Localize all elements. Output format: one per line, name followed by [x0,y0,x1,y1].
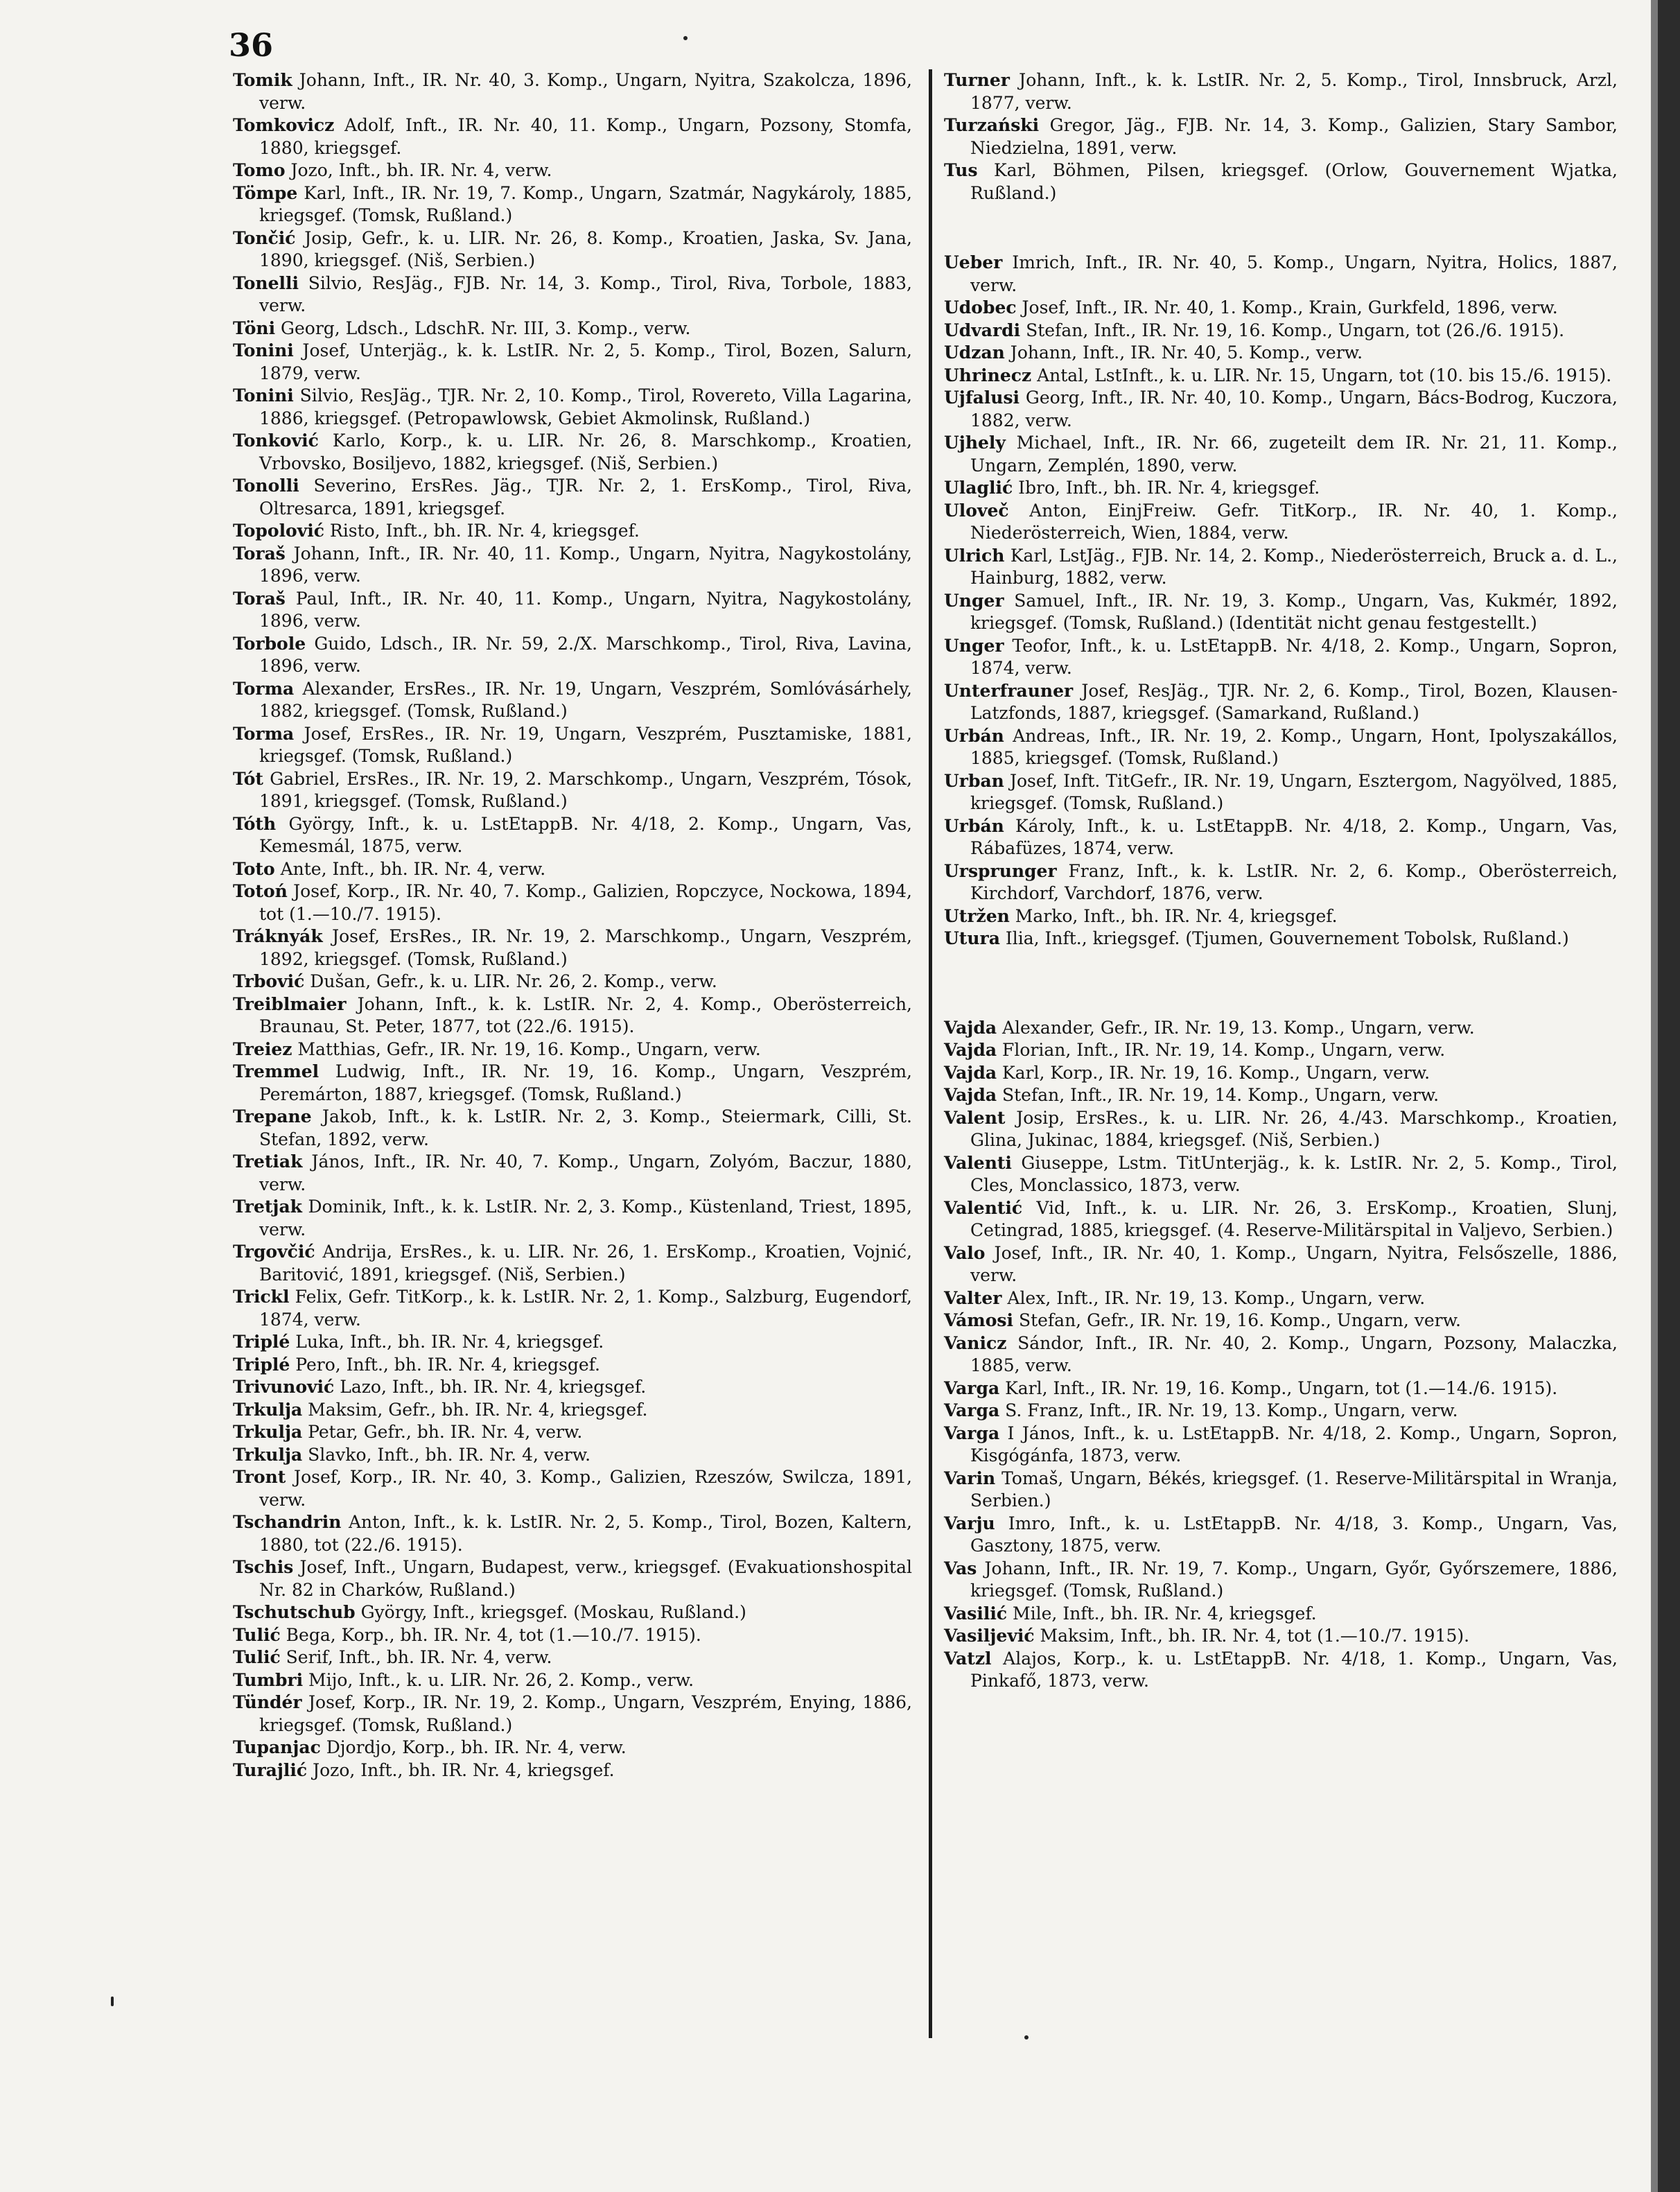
register-entry [944,320,1618,342]
entry-details: Jozo, Inft., bh. IR. Nr. 4, verw. [285,160,552,180]
register-entry [233,272,912,318]
register-entry [233,1669,912,1692]
register-entry [233,1737,912,1759]
entry-details: Karl, Korp., IR. Nr. 19, 16. Komp., Ungarn, verw. [997,1062,1430,1083]
entry-surname: Trkulja [233,1444,303,1465]
entry-details: Andreas, Inft., IR. Nr. 19, 2. Komp., Ungarn, Hont, Ipolyszakállos, 1885, kriegsgef. (Tomsk, Rußland.) [970,725,1618,768]
entry-details: Johann, Inft., IR. Nr. 40, 3. Komp., Ungarn, Nyitra, Szakolcza, 1896, verw. [259,70,912,113]
register-entry [233,1646,912,1669]
entry-surname: Ulaglić [944,478,1013,498]
entry-details: Josef, ErsRes., IR. Nr. 19, Ungarn, Veszprém, Pusztamiske, 1881, kriegsgef. (Tomsk, Rußland.) [259,723,912,766]
page-number: 36 [229,26,274,64]
entry-details: Lazo, Inft., bh. IR. Nr. 4, kriegsgef. [334,1377,647,1397]
entry-surname: Utura [944,928,1000,948]
register-entry [944,1377,1618,1400]
register-entry [233,588,912,633]
entry-details: Florian, Inft., IR. Nr. 19, 14. Komp., Ungarn, verw. [997,1040,1446,1060]
register-entry [233,520,912,543]
register-entry [233,1354,912,1377]
print-speck [111,1997,114,2006]
entry-details: Károly, Inft., k. u. LstEtappB. Nr. 4/18, 2. Komp., Ungarn, Vas, Rábafüzes, 1874, verw. [970,815,1618,858]
entry-details: Josef, Inft., IR. Nr. 40, 1. Komp., Krain, Gurkfeld, 1896, verw. [1016,297,1558,318]
entry-details: Stefan, Inft., IR. Nr. 19, 14. Komp., Ungarn, verw. [997,1085,1440,1105]
entry-surname: Unger [944,590,1004,611]
entry-details: Tomaš, Ungarn, Békés, kriegsgef. (1. Reserve-Militärspital in Wranja, Serbien.) [970,1468,1618,1511]
register-entry [944,770,1618,815]
print-speck [1024,2035,1029,2039]
entry-details: Matthias, Gefr., IR. Nr. 19, 16. Komp., Ungarn, verw. [292,1038,761,1059]
entry-details: Georg, Ldsch., LdschR. Nr. III, 3. Komp., verw. [275,318,691,338]
entry-details: Josef, Korp., IR. Nr. 40, 7. Komp., Galizien, Ropczyce, Nockowa, 1894, tot (1.—10./7. 1915). [259,881,912,924]
register-entry [233,1759,912,1782]
entry-surname: Unterfrauner [944,680,1074,701]
entry-details: Karl, Inft., IR. Nr. 19, 7. Komp., Ungarn, Szatmár, Nagykároly, 1885, kriegsgef. (Tomsk, Rußland.) [259,182,912,225]
register-entry [233,858,912,881]
register-entry [233,633,912,678]
entry-details: Slavko, Inft., bh. IR. Nr. 4, verw. [302,1444,591,1465]
entry-details: Josef, Korp., IR. Nr. 40, 3. Komp., Galizien, Rzeszów, Swilcza, 1891, verw. [259,1467,912,1510]
column-divider [929,69,932,2038]
entry-details: Marko, Inft., bh. IR. Nr. 4, kriegsgef. [1009,905,1338,926]
entry-surname: Trbović [233,971,305,991]
entry-details: Giuseppe, Lstm. TitUnterjäg., k. k. LstIR. Nr. 2, 5. Komp., Tirol, Cles, Monclassico, 1873, verw. [970,1152,1618,1195]
register-entry [233,768,912,813]
register-entry [233,1421,912,1444]
entry-surname: Tót [233,768,263,789]
entry-details: György, Inft., kriegsgef. (Moskau, Rußland.) [355,1602,746,1622]
register-entry [944,1017,1618,1040]
entry-surname: Toraš [233,543,286,564]
entry-details: Josef, Unterjäg., k. k. LstIR. Nr. 2, 5. Komp., Tirol, Bozen, Salurn, 1879, verw. [259,340,912,383]
register-entry [233,1331,912,1354]
entry-details: Maksim, Gefr., bh. IR. Nr. 4, kriegsgef. [302,1399,648,1420]
register-entry [944,1084,1618,1107]
register-entry [944,252,1618,297]
entry-surname: Tretjak [233,1197,302,1217]
register-entry [944,1062,1618,1085]
entry-details: Vid, Inft., k. u. LIR. Nr. 26, 3. ErsKomp., Kroatien, Slunj, Cetingrad, 1885, kriegsgef. (4. Reserve-Militärspital in Valjevo, Serbien.) [970,1197,1618,1240]
entry-details: Karl, Inft., IR. Nr. 19, 16. Komp., Ungarn, tot (1.—14./6. 1915). [999,1377,1558,1398]
register-entry [233,723,912,768]
entry-surname: Unger [944,635,1004,656]
entry-details: Adolf, Inft., IR. Nr. 40, 11. Komp., Ungarn, Pozsony, Stomfa, 1880, kriegsgef. [259,115,912,158]
entry-surname: Uhrinecz [944,365,1032,385]
entry-details: Djordjo, Korp., bh. IR. Nr. 4, verw. [320,1737,627,1757]
entry-details: Karl, Böhmen, Pilsen, kriegsgef. (Orlow, Gouvernement Wjatka, Rußland.) [970,160,1618,203]
register-entry [233,1106,912,1151]
entry-details: Silvio, ResJäg., FJB. Nr. 14, 3. Komp., Tirol, Riva, Torbole, 1883, verw. [259,272,912,315]
entry-details: Samuel, Inft., IR. Nr. 19, 3. Komp., Ungarn, Vas, Kukmér, 1892, kriegsgef. (Tomsk, Rußland.) (Identität nicht genau festgestellt.) [970,590,1618,633]
entry-surname: Toraš [233,588,286,609]
entry-details: Teofor, Inft., k. u. LstEtappB. Nr. 4/18, 2. Komp., Ungarn, Sopron, 1874, verw. [970,635,1618,678]
register-entry [944,342,1618,365]
register-entry [233,1466,912,1511]
entry-details: Petar, Gefr., bh. IR. Nr. 4, verw. [302,1422,583,1442]
entry-details: Ilia, Inft., kriegsgef. (Tjumen, Gouvernement Tobolsk, Rußland.) [999,928,1569,948]
register-entry [944,500,1618,545]
entry-details: Josef, Inft., IR. Nr. 40, 1. Komp., Ungarn, Nyitra, Felsőszelle, 1886, verw. [970,1242,1618,1285]
entry-details: Alex, Inft., IR. Nr. 19, 13. Komp., Ungarn, verw. [1001,1287,1426,1308]
register-entry [233,1444,912,1467]
register-entry [944,1468,1618,1513]
register-entry [233,1691,912,1737]
entry-surname: Torma [233,723,295,744]
entry-details: Guido, Ldsch., IR. Nr. 59, 2./X. Marschkomp., Tirol, Riva, Lavina, 1896, verw. [259,633,912,676]
entry-surname: Trkulja [233,1399,303,1420]
entry-surname: Torma [233,678,295,699]
left-column [233,69,912,1782]
register-entry [944,114,1618,159]
register-entry [944,1423,1618,1468]
register-entry [944,590,1618,635]
register-entry [233,1624,912,1647]
section-t-continued [944,69,1618,205]
entry-details: Josip, Gefr., k. u. LIR. Nr. 26, 8. Komp., Kroatien, Jaska, Sv. Jana, 1890, kriegsgef. (Niš, Serbien.) [259,227,912,270]
register-entry [944,1107,1618,1152]
entry-surname: Tráknyák [233,926,323,946]
entry-details: Gregor, Jäg., FJB. Nr. 14, 3. Komp., Galizien, Stary Sambor, Niedzielna, 1891, verw. [970,115,1618,158]
entry-surname: Trepane [233,1106,312,1127]
entry-surname: Tömpe [233,182,298,203]
register-entry [233,340,912,385]
entry-surname: Vasilić [944,1603,1008,1624]
entry-details: Sándor, Inft., IR. Nr. 40, 2. Komp., Ungarn, Pozsony, Malaczka, 1885, verw. [970,1332,1618,1375]
entry-details: Imro, Inft., k. u. LstEtappB. Nr. 4/18, 3. Komp., Ungarn, Vas, Gasztony, 1875, verw. [970,1513,1618,1556]
register-entry [233,182,912,227]
entry-details: Mijo, Inft., k. u. LIR. Nr. 26, 2. Komp., verw. [303,1669,694,1690]
entry-details: Johann, Inft., k. k. LstIR. Nr. 2, 5. Komp., Tirol, Innsbruck, Arzl, 1877, verw. [970,70,1618,113]
entry-surname: Trkulja [233,1422,303,1442]
register-entry [233,1241,912,1286]
entry-surname: Turajlić [233,1759,308,1780]
register-entry [233,1511,912,1556]
entry-details: S. Franz, Inft., IR. Nr. 19, 13. Komp., Ungarn, verw. [999,1400,1458,1420]
entry-surname: Turzański [944,115,1040,135]
entry-details: Andrija, ErsRes., k. u. LIR. Nr. 26, 1. ErsKomp., Kroatien, Vojnić, Baritović, 1891, kriegsgef. (Niš, Serbien.) [259,1242,912,1285]
register-entry [233,1286,912,1331]
register-entry [944,387,1618,432]
register-entry [233,1151,912,1196]
section-v [944,1017,1618,1693]
register-entry [944,477,1618,500]
entry-surname: Treiez [233,1038,292,1059]
entry-details: Luka, Inft., bh. IR. Nr. 4, kriegsgef. [290,1332,604,1352]
entry-surname: Valter [944,1287,1002,1308]
entry-details: Dušan, Gefr., k. u. LIR. Nr. 26, 2. Komp., verw. [304,971,717,991]
entry-surname: Varga [944,1423,1000,1443]
register-entry [944,159,1618,205]
entry-details: Gabriel, ErsRes., IR. Nr. 19, 2. Marschkomp., Ungarn, Veszprém, Tósok, 1891, kriegsgef. (Tomsk, Rußland.) [259,768,912,811]
register-entry [233,678,912,723]
register-entry [944,1197,1618,1242]
register-entry [233,1196,912,1241]
register-entry [944,928,1618,950]
entry-details: Jakob, Inft., k. k. LstIR. Nr. 2, 3. Komp., Steiermark, Cilli, St. Stefan, 1892, verw. [259,1106,912,1149]
register-entry [944,1513,1618,1558]
entry-surname: Valenti [944,1152,1012,1173]
entry-surname: Vasiljević [944,1626,1035,1646]
entry-surname: Vanicz [944,1332,1007,1353]
register-entry [233,1061,912,1106]
register-entry [944,1332,1618,1377]
entry-surname: Udzan [944,342,1005,363]
entry-details: Bega, Korp., bh. IR. Nr. 4, tot (1.—10./7. 1915). [280,1624,701,1645]
entry-surname: Tomkovicz [233,115,335,135]
entry-surname: Vajda [944,1040,997,1060]
entry-surname: Tonelli [233,272,299,293]
entry-surname: Tonolli [233,476,299,496]
entry-surname: Varin [944,1468,996,1488]
entry-surname: Tündér [233,1692,302,1712]
register-entry [944,1603,1618,1626]
entry-details: Anton, EinjFreiw. Gefr. TitKorp., IR. Nr. 40, 1. Komp., Niederösterreich, Wien, 1884, verw. [970,500,1618,543]
entry-details: Georg, Inft., IR. Nr. 40, 10. Komp., Ungarn, Bács-Bodrog, Kuczora, 1882, verw. [970,388,1618,430]
print-speck [683,36,688,40]
entry-details: Michael, Inft., IR. Nr. 66, zugeteilt dem IR. Nr. 21, 11. Komp., Ungarn, Zemplén, 1890, verw. [970,433,1618,476]
register-entry [233,227,912,272]
register-entry [944,365,1618,388]
entry-surname: Valo [944,1242,986,1263]
section-gap [944,950,1618,1017]
page-edge [1658,0,1680,2192]
register-entry [233,971,912,993]
register-entry [233,159,912,182]
entry-surname: Tschis [233,1557,294,1577]
entry-surname: Valentić [944,1197,1023,1218]
entry-surname: Vajda [944,1062,997,1083]
entry-surname: Ujhely [944,433,1006,453]
register-entry [944,1287,1618,1310]
entry-details: Josef, Inft., Ungarn, Budapest, verw., kriegsgef. (Evakuationshospital Nr. 82 in Charków, Rußland.) [259,1557,912,1600]
entry-surname: Vajda [944,1017,997,1038]
entry-surname: Toto [233,858,275,879]
entry-surname: Tremmel [233,1061,320,1081]
register-entry [233,993,912,1038]
register-entry [944,1648,1618,1693]
register-entry [233,1038,912,1061]
register-entry [944,1400,1618,1423]
entry-details: Dominik, Inft., k. k. LstIR. Nr. 2, 3. Komp., Küstenland, Triest, 1895, verw. [259,1197,912,1239]
register-entry [233,1601,912,1624]
entry-surname: Topolović [233,521,324,541]
entry-details: Josef, Korp., IR. Nr. 19, 2. Komp., Ungarn, Veszprém, Enying, 1886, kriegsgef. (Tomsk, Rußland.) [259,1692,912,1735]
entry-surname: Ueber [944,252,1003,272]
register-entry [233,1399,912,1422]
entry-surname: Tulić [233,1624,281,1645]
entry-surname: Ursprunger [944,860,1057,881]
entry-details: Josef, ErsRes., IR. Nr. 19, 2. Marschkomp., Ungarn, Veszprém, 1892, kriegsgef. (Tomsk, Rußland.) [259,926,912,969]
entry-details: Severino, ErsRes. Jäg., TJR. Nr. 2, 1. ErsKomp., Tirol, Riva, Oltresarca, 1891, kriegsgef. [259,476,912,519]
entry-surname: Treiblmaier [233,993,347,1014]
register-entry [944,1039,1618,1062]
register-entry [233,880,912,925]
register-entry [233,475,912,520]
entry-details: György, Inft., k. u. LstEtappB. Nr. 4/18, 2. Komp., Ungarn, Vas, Kemesmál, 1875, verw. [259,813,912,856]
entry-surname: Ulrich [944,545,1005,566]
entry-surname: Tschutschub [233,1602,356,1622]
entry-surname: Valent [944,1107,1006,1128]
entry-details: Risto, Inft., bh. IR. Nr. 4, kriegsgef. [324,521,640,541]
entry-surname: Tonini [233,385,294,406]
page-edge-shadow [1651,0,1658,2192]
register-entry [944,635,1618,680]
entry-surname: Tulić [233,1647,281,1667]
entry-details: Johann, Inft., IR. Nr. 19, 7. Komp., Ungarn, Győr, Győrszemere, 1886, kriegsgef. (Tomsk, Rußland.) [970,1558,1618,1601]
entry-details: Josef, ResJäg., TJR. Nr. 2, 6. Komp., Tirol, Bozen, Klausen-Latzfonds, 1887, kriegsgef. (Samarkand, Rußland.) [970,680,1618,723]
register-entry [233,925,912,971]
register-entry [944,1310,1618,1332]
entry-surname: Töni [233,318,276,338]
entry-details: Paul, Inft., IR. Nr. 40, 11. Komp., Ungarn, Nyitra, Nagykostolány, 1896, verw. [259,588,912,631]
entry-surname: Triplé [233,1354,290,1375]
entry-surname: Tonković [233,430,319,451]
entry-surname: Udobec [944,297,1017,318]
entry-details: Jozo, Inft., bh. IR. Nr. 4, kriegsgef. [307,1759,615,1780]
entry-surname: Udvardi [944,320,1021,340]
entry-surname: Varga [944,1377,1000,1398]
entry-surname: Tretiak [233,1151,303,1172]
register-entry [233,114,912,159]
entry-surname: Ujfalusi [944,388,1020,408]
entry-details: Anton, Inft., k. k. LstIR. Nr. 2, 5. Komp., Tirol, Bozen, Kaltern, 1880, tot (22./6. 1915). [259,1512,912,1555]
register-entry [233,430,912,475]
entry-surname: Tončić [233,227,296,248]
register-entry [233,318,912,340]
register-entry [944,69,1618,114]
entry-details: Alajos, Korp., k. u. LstEtappB. Nr. 4/18, 1. Komp., Ungarn, Vas, Pinkafő, 1873, verw. [970,1648,1618,1691]
register-entry [944,1242,1618,1287]
entry-details: Franz, Inft., k. k. LstIR. Nr. 2, 6. Komp., Oberösterreich, Kirchdorf, Varchdorf, 1876, verw. [970,860,1618,903]
entry-details: Stefan, Gefr., IR. Nr. 19, 16. Komp., Ungarn, verw. [1013,1310,1461,1330]
register-entry [233,385,912,430]
entry-surname: Urbán [944,725,1004,746]
entry-surname: Torbole [233,633,306,654]
entry-surname: Varga [944,1400,1000,1420]
entry-details: Mile, Inft., bh. IR. Nr. 4, kriegsgef. [1007,1603,1317,1624]
entry-surname: Tschandrin [233,1512,342,1532]
entry-surname: Tus [944,160,978,180]
entry-details: Josip, ErsRes., k. u. LIR. Nr. 26, 4./43. Marschkomp., Kroatien, Glina, Jukinac, 1884, kriegsgef. (Niš, Serbien.) [970,1107,1618,1150]
entry-surname: Trgovčić [233,1242,315,1262]
register-entry [233,1376,912,1399]
entry-details: Karlo, Korp., k. u. LIR. Nr. 26, 8. Marschkomp., Kroatien, Vrbovsko, Bosiljevo, 1882, kriegsgef. (Niš, Serbien.) [259,430,912,473]
entry-details: Alexander, ErsRes., IR. Nr. 19, Ungarn, Veszprém, Somlóvásárhely, 1882, kriegsgef. (Tomsk, Rußland.) [259,678,912,721]
entry-surname: Totoń [233,881,288,901]
entry-details: Silvio, ResJäg., TJR. Nr. 2, 10. Komp., Tirol, Rovereto, Villa Lagarina, 1886, kriegsgef. (Petropawlowsk, Gebiet Akmolinsk, Rußland.) [259,385,912,428]
entry-details: Ante, Inft., bh. IR. Nr. 4, verw. [274,858,546,879]
entry-surname: Vas [944,1558,977,1578]
entry-details: Felix, Gefr. TitKorp., k. k. LstIR. Nr. 2, 1. Komp., Salzburg, Eugendorf, 1874, verw. [259,1287,912,1330]
register-entry [233,813,912,858]
register-entry [944,860,1618,905]
entry-details: Ludwig, Inft., IR. Nr. 19, 16. Komp., Ungarn, Veszprém, Peremárton, 1887, kriegsgef. (Tomsk, Rußland.) [259,1061,912,1104]
entry-details: Stefan, Inft., IR. Nr. 19, 16. Komp., Ungarn, tot (26./6. 1915). [1020,320,1565,340]
entry-surname: Vatzl [944,1648,992,1669]
entry-surname: Urbán [944,815,1004,836]
entry-details: Josef, Inft. TitGefr., IR. Nr. 19, Ungarn, Esztergom, Nagyölved, 1885, kriegsgef. (Tomsk, Rußland.) [970,770,1618,813]
entry-surname: Tupanjac [233,1737,321,1757]
register-entry [944,297,1618,320]
entry-surname: Trickl [233,1287,290,1307]
entry-details: Maksim, Inft., bh. IR. Nr. 4, tot (1.—10./7. 1915). [1034,1626,1470,1646]
register-entry [233,543,912,588]
entry-details: Alexander, Gefr., IR. Nr. 19, 13. Komp., Ungarn, verw. [997,1017,1475,1038]
right-column [944,69,1618,1693]
entry-details: Serif, Inft., bh. IR. Nr. 4, verw. [280,1647,552,1667]
entry-surname: Uloveč [944,500,1009,521]
register-entry [944,432,1618,477]
entry-details: Johann, Inft., k. k. LstIR. Nr. 2, 4. Komp., Oberösterreich, Braunau, St. Peter, 1877, tot (22./6. 1915). [259,993,912,1036]
entry-surname: Vajda [944,1085,997,1105]
entry-details: Pero, Inft., bh. IR. Nr. 4, kriegsgef. [290,1354,600,1375]
entry-surname: Tront [233,1467,286,1487]
register-entry [944,1152,1618,1197]
register-entry [944,1625,1618,1648]
entry-details: Johann, Inft., IR. Nr. 40, 5. Komp., verw. [1004,342,1363,363]
entry-details: Imrich, Inft., IR. Nr. 40, 5. Komp., Ungarn, Nyitra, Holics, 1887, verw. [970,252,1618,295]
entry-details: Karl, LstJäg., FJB. Nr. 14, 2. Komp., Niederösterreich, Bruck a. d. L., Hainburg, 1882, verw. [970,545,1618,588]
entry-surname: Tonini [233,340,294,360]
section-u [944,252,1618,950]
entry-details: János, Inft., IR. Nr. 40, 7. Komp., Ungarn, Zolyóm, Baczur, 1880, verw. [259,1151,912,1194]
entry-surname: Utržen [944,905,1010,926]
entry-surname: Tóth [233,813,277,834]
entry-surname: Tomik [233,70,292,90]
entry-details: Ibro, Inft., bh. IR. Nr. 4, kriegsgef. [1013,478,1320,498]
register-entry [944,680,1618,725]
entry-surname: Trivunović [233,1377,335,1397]
entry-surname: Vámosi [944,1310,1013,1330]
entry-details: I János, Inft., k. u. LstEtappB. Nr. 4/18, 2. Komp., Ungarn, Sopron, Kisgógánfa, 1873, verw. [970,1423,1618,1465]
entry-surname: Turner [944,70,1010,90]
register-entry [944,905,1618,928]
section-gap [944,205,1618,252]
register-entry [233,69,912,114]
entry-surname: Triplé [233,1332,290,1352]
entry-details: Antal, LstInft., k. u. LIR. Nr. 15, Ungarn, tot (10. bis 15./6. 1915). [1031,365,1612,385]
register-entry [944,725,1618,770]
entry-surname: Tumbri [233,1669,304,1690]
entry-surname: Varju [944,1513,995,1533]
entry-surname: Tomo [233,160,286,180]
register-entry [944,815,1618,860]
entry-details: Johann, Inft., IR. Nr. 40, 11. Komp., Ungarn, Nyitra, Nagykostolány, 1896, verw. [259,543,912,586]
entry-surname: Urban [944,770,1004,791]
register-entry [944,545,1618,590]
register-entry [944,1558,1618,1603]
register-entry [233,1556,912,1601]
